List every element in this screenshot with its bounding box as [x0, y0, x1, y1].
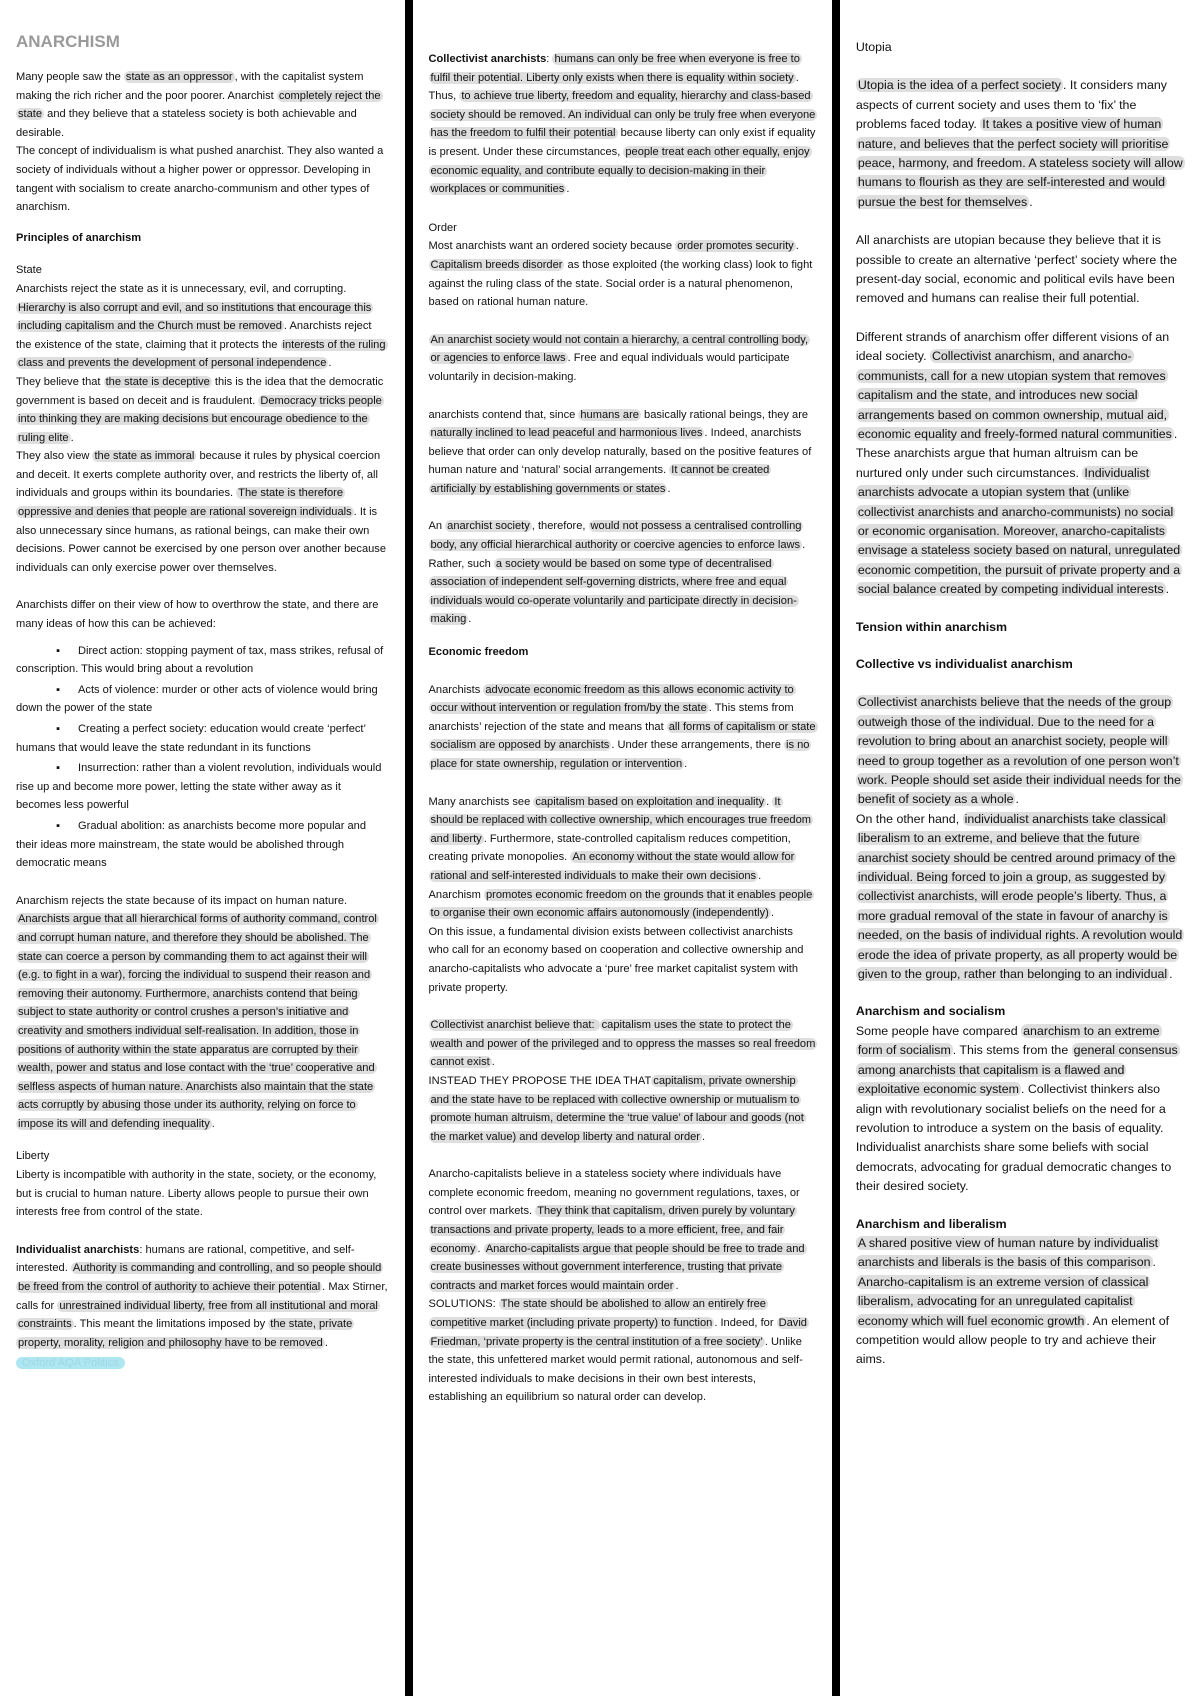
text: .	[328, 357, 332, 370]
econ-paragraph-1	[429, 681, 816, 774]
text: . Indeed, for	[714, 1317, 777, 1330]
text: because it rules by physical coercion and deceit. It exerts complete authority over, and restricts the liberty of, all individuals and groups within its boundaries.	[16, 450, 381, 500]
econ-paragraph-4: On this issue, a fundamental division exists between collectivist anarchists who call for an economy based on cooperation and collective ownership and anarcho-capitalists who advocate a ‘pure’ free market capitalist system with private property.	[428, 925, 804, 994]
human-nature-paragraph	[16, 892, 389, 1134]
text: .	[491, 1056, 495, 1069]
econ-paragraph-7	[429, 1165, 816, 1295]
highlight: interests of the ruling class and prevents the development of personal independence	[18, 338, 386, 370]
text: . Under these arrangements, there	[611, 739, 785, 752]
lead-term: Individualist anarchists	[16, 1243, 140, 1256]
overthrow-intro: Anarchists differ on their view of how to overthrow the state, and there are many ideas of how this can be achieved:	[16, 599, 379, 631]
highlight: individualist anarchists take classical liberalism to an extreme, and believe that the future anarchist society should be centred around primacy of the individual. Being forced to join a group, as suggested by collectivist anarchists, will erode people’s liberty. Thus, a more gradual removal of the state in favour of anarchy is needed, on the basis of individual rights. A revolution would erode the idea of private property, as all property would be given to the group, rather than belonging to an individual	[857, 811, 1183, 982]
highlight: anarchist society	[447, 520, 530, 533]
text: . This stems from the	[952, 1043, 1072, 1058]
highlight: Anarcho-capitalists argue that people should be free to trade and create businesses without government interference, trusting that private contracts and market forces would maintain order	[430, 1242, 805, 1292]
highlight: The state should be abolished to allow an entirely free competitive market (including private property) to function	[430, 1298, 766, 1330]
econ-paragraph-5	[429, 1016, 816, 1072]
highlight: Capitalism breeds disorder	[430, 258, 563, 271]
utopia-paragraph-2: All anarchists are utopian because they believe that it is possible to create an alternative ‘perfect’ society where the present-day social, economic and political evils have been removed and humans can realise their full potential.	[855, 233, 1177, 306]
econ-paragraph-8	[429, 1295, 816, 1407]
highlight: general consensus among anarchists that capitalism is a flawed and exploitative economic system	[857, 1043, 1178, 1097]
liberalism-paragraph	[856, 1234, 1184, 1370]
bullet-icon: ▪	[56, 762, 60, 775]
state-heading: State	[16, 264, 42, 277]
order-paragraph-2	[429, 331, 816, 387]
highlight: advocate economic freedom as this allows economic activity to occur without intervention or regulation from/by the state	[430, 683, 794, 715]
liberalism-heading: Anarchism and liberalism	[855, 1216, 1007, 1231]
cvi-paragraph-1	[856, 693, 1184, 809]
text: Gradual abolition: as anarchists become more popular and their ideas more mainstream, the state would be abolished through democratic means	[16, 819, 366, 870]
text: . Max Stirner, calls for	[16, 1281, 388, 1312]
watermark-text: Oxford AQA Politics	[16, 1357, 125, 1369]
order-paragraph-4	[429, 517, 816, 629]
text: Different strands of anarchism offer different visions of an ideal society.	[855, 329, 1170, 364]
highlight: naturally inclined to lead peaceful and harmonious lives	[430, 427, 703, 440]
highlight: Anarcho-capitalism is an extreme version of classical liberalism, advocating for an unregulated capitalist economy which will fuel economic growth	[857, 1274, 1149, 1328]
highlight: a society would be based on some type of decentralised association of independent self-governing districts, where free and equal individuals would co-operate voluntarily and participate directly in decision-making	[430, 557, 797, 626]
highlight: promotes economic freedom on the grounds that it enables people to organise their own economic affairs autonomously (independently)	[430, 888, 813, 920]
economic-freedom-heading: Economic freedom	[428, 646, 529, 659]
text: basically rational beings, they are	[640, 408, 809, 421]
utopia-heading: Utopia	[855, 40, 892, 54]
text: :	[546, 53, 553, 65]
state-paragraph-3	[16, 447, 389, 577]
highlight: It takes a positive view of human nature, and believes that the perfect society will prioritise peace, harmony, and freedom. A stateless society will allow humans to flourish as they are self-interested and would pursue the best for themselves	[857, 117, 1183, 209]
highlight: state as an oppressor	[125, 71, 233, 83]
text: Anarcho-capitalists believe in a stateless society where individuals have complete economic freedom, meaning no government regulations, taxes, or control over markets.	[428, 1168, 800, 1218]
text: .	[702, 1130, 706, 1143]
column-left	[0, 0, 405, 1696]
highlight: They think that capitalism, driven purely by voluntary transactions and private property, leads to a more efficient, free, and fair economy	[430, 1205, 795, 1255]
socialism-paragraph	[856, 1022, 1184, 1197]
text: .	[477, 1242, 484, 1255]
text: .	[211, 1117, 215, 1130]
text: .	[566, 183, 570, 196]
list-item	[16, 720, 389, 757]
bullet-icon: ▪	[56, 683, 60, 696]
highlight: The state is therefore oppressive and denies that people are rational sovereign individuals	[18, 487, 352, 519]
econ-paragraph-6	[429, 1072, 816, 1146]
collective-vs-individualist-heading: Collective vs individualist anarchism	[855, 656, 1073, 671]
text: INSTEAD THEY PROPOSE THE IDEA THAT	[428, 1074, 652, 1087]
text: . It is also unnecessary since humans, as rational beings, can make their own decisions. Power cannot be exercised by one person over another because individuals can only exercise power over themselves.	[16, 506, 387, 574]
text: .	[324, 1336, 328, 1349]
order-paragraph-3	[429, 406, 816, 499]
text: . Free and equal individuals would participate voluntarily in decision-making.	[428, 352, 790, 383]
text: . Unlike the state, this unfettered market would permit rational, autonomous and self-interested individuals to make decisions in their own best interests, establishing an equilibrium so natural order can develop.	[428, 1335, 803, 1404]
highlight: completely reject the state	[18, 89, 381, 121]
highlight: An anarchist society would not contain a hierarchy, a central controlling body, or agencies to enforce laws	[430, 333, 809, 365]
text: . It considers many aspects of current society and uses them to ‘fix’ the problems faced today.	[855, 78, 1167, 132]
text: Many anarchists see	[428, 795, 534, 808]
text: . Furthermore, state-controlled capitalism reduces competition, creating private monopolies.	[428, 832, 791, 864]
text: . This meant the limitations imposed by	[73, 1318, 269, 1331]
text: . Anarchists reject the existence of the state, claiming that it protects the	[16, 320, 372, 351]
highlight: Collectivist anarchism, and anarcho-communists, call for a new utopian system that removes capitalism and the state, and introduces new social arrangements based on common ownership, mutual aid, economic equality and freely-formed natural communities	[857, 349, 1172, 441]
bullet-icon: ▪	[56, 644, 60, 657]
text: Anarchists reject the state as it is unnecessary, evil, and corrupting.	[16, 282, 347, 295]
text: Many people saw the	[16, 71, 124, 83]
text: . An element of competition would allow people to try and achieve their aims.	[855, 1313, 1170, 1367]
text: Direct action: stopping payment of tax, mass strikes, refusal of conscription. This would bring about a revolution	[16, 644, 384, 676]
highlight: Hierarchy is also corrupt and evil, and so institutions that encourage this including capitalism and the Church must be removed	[18, 301, 372, 333]
text: and they believe that a stateless society is both achievable and desirable.	[16, 108, 357, 139]
text: .	[1169, 967, 1173, 982]
text: .	[468, 613, 472, 626]
column-right	[840, 0, 1200, 1696]
highlight: Individualist anarchists advocate a utopian system that (unlike collectivist anarchists and anarcho-communists) no social or economic organisation. Moreover, anarcho-capitalists envisage a stateless society based on natural, unregulated economic competition, the pursuit of private property and a social balance created by competing individual interests	[857, 465, 1181, 597]
highlight: the state as immoral	[94, 450, 195, 463]
individualism-paragraph: The concept of individualism is what pushed anarchist. They also wanted a society of individuals without a higher power or oppressor. Developing in tangent with socialism to create anarcho-communism and other types of anarchism.	[16, 145, 384, 214]
highlight: anarchism to an extreme form of socialism	[857, 1023, 1160, 1058]
highlight: Utopia is the idea of a perfect society	[857, 78, 1061, 93]
state-paragraph-2	[16, 373, 389, 447]
bullet-icon: ▪	[56, 723, 60, 735]
text: .	[766, 795, 773, 808]
list-item	[16, 642, 389, 679]
text: Creating a perfect society: education would create ‘perfect’ humans that would leave the state redundant in its functions	[16, 723, 366, 754]
text: .	[758, 869, 762, 882]
highlight: humans can only be free when everyone is free to fulfil their potential. Liberty only exists when there is equality within society	[430, 53, 800, 84]
overthrow-methods-list	[16, 642, 389, 873]
principles-heading: Principles of anarchism	[16, 231, 142, 244]
text: Some people have compared	[855, 1023, 1022, 1038]
highlight: It cannot be created artificially by establishing governments or states	[430, 464, 770, 495]
econ-paragraph-3	[429, 886, 816, 923]
text: . Indeed, anarchists believe that order can only develop naturally, based on the positive features of human nature and ‘natural’ social arrangements.	[428, 427, 812, 477]
highlight: Authority is commanding and controlling, and so people should be freed from the control of authority to achieve their potential	[18, 1262, 382, 1294]
bullet-icon: ▪	[56, 819, 60, 832]
highlight: humans are	[580, 408, 639, 421]
text: . Thus,	[428, 71, 799, 103]
text: .	[675, 1279, 679, 1292]
list-item	[16, 681, 389, 718]
individualist-paragraph	[16, 1241, 389, 1353]
column-middle	[413, 0, 832, 1696]
footer-watermark	[16, 1354, 389, 1373]
column-divider	[832, 0, 840, 1696]
text: Anarchism rejects the state because of its impact on human nature.	[16, 894, 348, 907]
utopia-paragraph-1	[856, 76, 1184, 212]
text: Anarchists	[428, 683, 484, 696]
highlight: David Friedman, ‘private property is the central institution of a free society’	[430, 1317, 807, 1348]
text: Most anarchists want an ordered society because	[428, 240, 676, 253]
econ-paragraph-2	[429, 793, 816, 886]
highlight: An economy without the state would allow for rational and self-interested individuals to make their own decisions	[430, 851, 795, 882]
highlight: people treat each other equally, enjoy economic equality, and contribute equally to decision-making in their workplaces or communities	[430, 145, 810, 196]
highlight: the state, private property, morality, religion and philosophy have to be removed	[18, 1318, 353, 1349]
text: Acts of violence: murder or other acts of violence would bring down the power of the state	[16, 683, 378, 715]
intro-paragraph	[16, 68, 389, 142]
list-item	[16, 759, 389, 815]
utopia-paragraph-3	[856, 328, 1184, 600]
highlight: It should be replaced with collective ownership, which encourages true freedom and liberty	[430, 795, 811, 845]
highlight: Collectivist anarchist believe that:	[430, 1019, 598, 1032]
text: Anarchism	[428, 888, 485, 901]
text: Insurrection: rather than a violent revolution, individuals would rise up and become more power, letting the state wither away as it becomes less powerful	[16, 762, 382, 812]
state-paragraph-1	[16, 280, 389, 373]
text: . These anarchists argue that human altruism can be nurtured only under such circumstances.	[855, 426, 1178, 480]
text: .	[1165, 582, 1170, 597]
text: . Collectivist thinkers also align with revolutionary socialist beliefs on the need for a revolution to introduce a system on the basis of equality. Individualist anarchists share some beliefs with social democrats, advocating for gradual democratic changes to their desired society.	[855, 1082, 1172, 1194]
text: .	[795, 240, 799, 253]
highlight: the state is deceptive	[105, 375, 210, 388]
highlight: A shared positive view of human nature by individualist anarchists and liberals is the basis of this comparison	[857, 1235, 1159, 1270]
column-divider	[405, 0, 413, 1696]
highlight: unrestrained individual liberty, free from all institutional and moral constraints	[18, 1299, 378, 1331]
text: this is the idea that the democratic government is based on deceit and is fraudulent.	[16, 375, 384, 407]
text: .	[1015, 792, 1019, 807]
text: .	[70, 431, 74, 444]
text: .	[1029, 194, 1033, 209]
text: as those exploited (the working class) look to fight against the ruling class of the state. Social order is a natural phenomenon, based on rational human nature.	[428, 258, 813, 309]
text: SOLUTIONS:	[428, 1298, 499, 1311]
highlight: capitalism, private ownership and the state have to be replaced with collective ownership or mutualism to promote human altruism, determine the ‘true value’ of labour and goods (not the market value) and develop liberty and natural order	[430, 1074, 804, 1143]
order-paragraph-1	[429, 237, 816, 311]
highlight: capitalism uses the state to protect the wealth and power of the privileged and to oppress the masses so real freedom cannot exist	[430, 1019, 816, 1069]
liberty-heading: Liberty	[16, 1150, 50, 1163]
text: : humans are rational, competitive, and self-interested.	[16, 1243, 355, 1275]
highlight: to achieve true liberty, freedom and equality, hierarchy and class-based society should be removed. An individual can only be truly free when everyone has the freedom to fulfil their potential	[430, 90, 816, 140]
highlight: Democracy tricks people into thinking they are making decisions but encourage obedience to the ruling elite	[18, 394, 382, 444]
text: On the other hand,	[855, 811, 963, 826]
text: They also view	[16, 450, 93, 463]
text: . This stems from anarchists’ rejection of the state and means that	[428, 702, 794, 733]
highlight: is no place for state ownership, regulation or intervention	[430, 739, 810, 770]
highlight: all forms of capitalism or state socialism are opposed by anarchists	[430, 720, 816, 752]
text: anarchists contend that, since	[428, 408, 579, 421]
text: An	[428, 520, 446, 533]
text: , therefore,	[531, 520, 589, 533]
order-heading: Order	[428, 221, 457, 234]
text: They believe that	[16, 375, 104, 388]
list-item	[16, 817, 389, 873]
text: .	[667, 482, 671, 495]
collectivist-paragraph	[429, 50, 816, 199]
document-title: ANARCHISM	[16, 32, 120, 51]
lead-term: Collectivist anarchists	[428, 53, 547, 65]
text: .	[684, 758, 688, 770]
text: .	[770, 907, 774, 920]
text: .	[1152, 1255, 1156, 1270]
highlight: Collectivist anarchists believe that the needs of the group outweigh those of the individual. Due to the need for a revolution to bring about an anarchist society, people will need to group together as a revolution of one person won’t work. People should set aside their individual needs for the benefit of society as a whole	[857, 695, 1181, 807]
text: because liberty can only exist if equality is present. Under these circumstances,	[428, 127, 816, 158]
text: , with the capitalist system making the rich richer and the poor poorer. Anarchist	[16, 71, 364, 102]
cvi-paragraph-2	[856, 810, 1184, 985]
highlight: Anarchists argue that all hierarchical forms of authority command, control and corrupt human nature, and therefore they should be abolished. The state can coerce a person by commanding them to act against their will (e.g. to fight in a war), forcing the individual to suspend their reason and removing their autonomy. Furthermore, anarchists contend that being subject to state authority or control crushes a person’s initiative and creativity and smothers individual self-realisation. In addition, those in positions of authority within the state apparatus are corrupted by their wealth, power and status and lose contact with the ‘true’ cooperative and selfless aspects of human nature. Anarchists also maintain that the state acts corruptly by abusing those under its authority, relying on force to impose its will and defending inequality	[18, 913, 377, 1130]
highlight: order promotes security	[677, 240, 794, 253]
tension-heading: Tension within anarchism	[855, 619, 1008, 634]
socialism-heading: Anarchism and socialism	[855, 1004, 1006, 1019]
highlight: would not possess a centralised controlling body, any official hierarchical authority or coercive agencies to enforce laws	[430, 520, 802, 552]
text: . Rather, such	[428, 539, 806, 570]
highlight: capitalism based on exploitation and inequality	[535, 795, 765, 808]
liberty-paragraph: Liberty is incompatible with authority in the state, society, or the economy, but is crucial to human nature. Liberty allows people to pursue their own interests free from control of the state.	[16, 1169, 377, 1219]
